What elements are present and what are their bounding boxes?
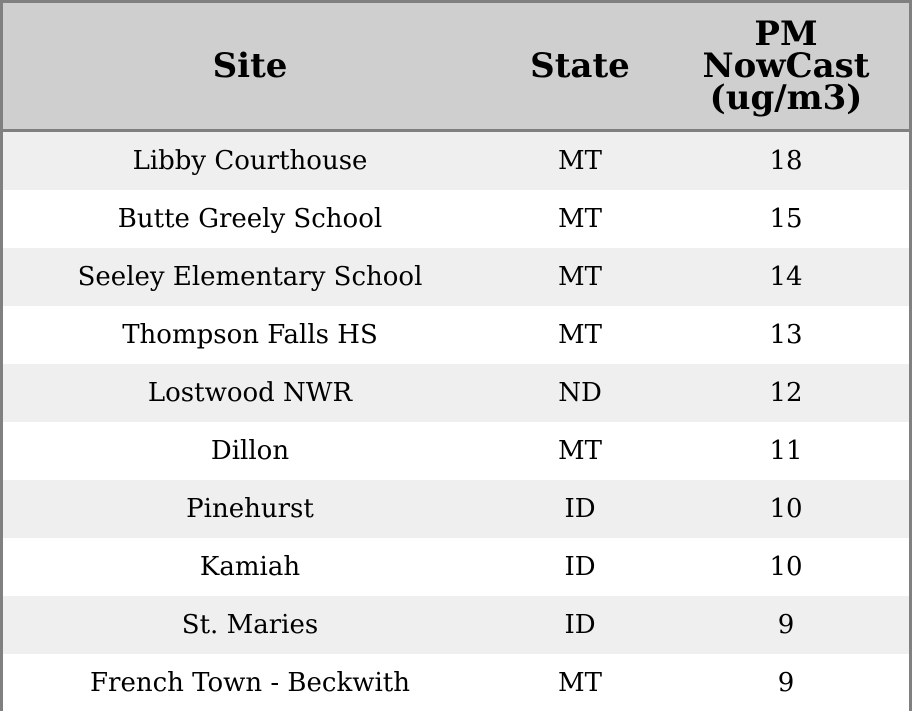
cell-pm-nowcast: 13 [769, 320, 803, 350]
cell-pm-nowcast: 15 [769, 204, 803, 234]
table-row [3, 132, 909, 190]
cell-state: MT [558, 204, 602, 234]
cell-pm-nowcast: 9 [777, 610, 795, 640]
cell-pm-nowcast: 10 [769, 494, 803, 524]
cell-site: Thompson Falls HS [122, 320, 378, 350]
cell-site: French Town - Beckwith [89, 668, 411, 698]
cell-pm-nowcast: 10 [769, 552, 803, 582]
cell-state: ND [558, 378, 602, 408]
column-header-state: State [530, 46, 630, 86]
cell-pm-nowcast: 9 [777, 668, 795, 698]
cell-state: MT [558, 668, 602, 698]
table-row [3, 480, 909, 538]
cell-state: MT [558, 320, 602, 350]
table-row [3, 538, 909, 596]
cell-state: MT [558, 436, 602, 466]
table-row [3, 596, 909, 654]
cell-state: MT [558, 146, 602, 176]
cell-pm-nowcast: 11 [769, 436, 803, 466]
cell-state: ID [564, 494, 596, 524]
cell-state: MT [558, 262, 602, 292]
cell-state: ID [564, 610, 596, 640]
table-row [3, 364, 909, 422]
cell-pm-nowcast: 14 [769, 262, 803, 292]
cell-site: Dillon [210, 436, 290, 466]
cell-site: Lostwood NWR [147, 378, 353, 408]
cell-site: St. Maries [181, 610, 319, 640]
table-row [3, 422, 909, 480]
table-row [3, 190, 909, 248]
cell-state: ID [564, 552, 596, 582]
cell-site: Kamiah [199, 552, 301, 582]
column-header-site: Site [212, 46, 288, 86]
table-row [3, 306, 909, 364]
column-header-pm-nowcast: PM NowCast (ug/m3) [702, 14, 870, 118]
cell-site: Seeley Elementary School [77, 262, 423, 292]
table-body [3, 132, 909, 712]
cell-site: Libby Courthouse [132, 146, 368, 176]
cell-pm-nowcast: 18 [769, 146, 803, 176]
table-row [3, 654, 909, 712]
cell-site: Butte Greely School [117, 204, 383, 234]
table-row [3, 248, 909, 306]
cell-site: Pinehurst [186, 494, 314, 524]
cell-pm-nowcast: 12 [769, 378, 803, 408]
table-header [3, 3, 909, 132]
